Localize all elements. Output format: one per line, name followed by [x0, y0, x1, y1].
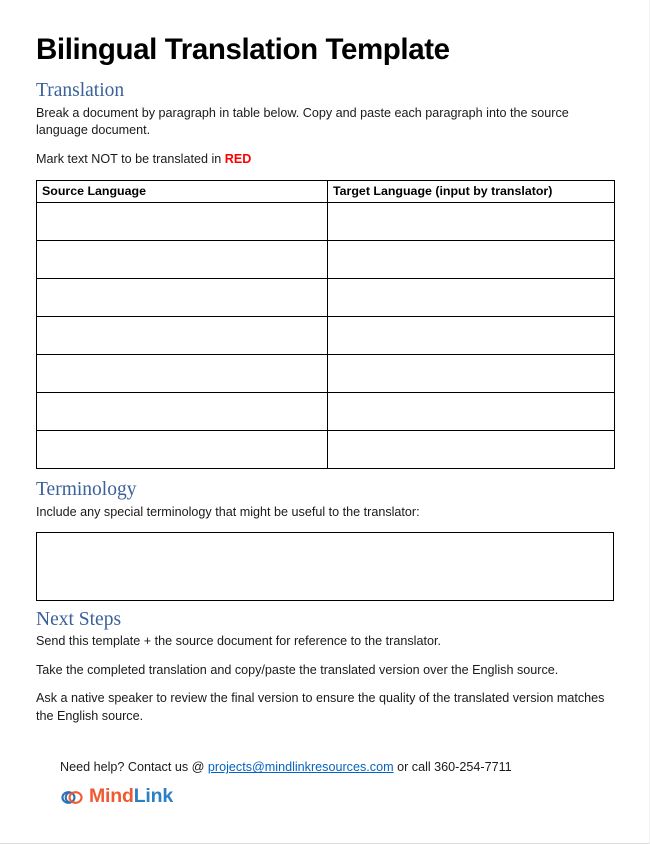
source-cell[interactable] [37, 355, 328, 393]
target-cell[interactable] [328, 241, 615, 279]
target-cell[interactable] [328, 393, 615, 431]
target-cell[interactable] [328, 279, 615, 317]
table-row [37, 241, 615, 279]
translation-intro-text: Break a document by paragraph in table below. Copy and paste each paragraph into the source language document. [36, 105, 569, 138]
source-cell[interactable] [37, 279, 328, 317]
table-row [37, 317, 615, 355]
logo-word-link: Link [133, 785, 173, 808]
target-cell[interactable] [328, 203, 615, 241]
red-note-emphasis: RED [224, 151, 252, 166]
contact-phone-text: 360-254-7711 [434, 760, 512, 775]
red-note-prefix: Mark text NOT to be translated in [36, 151, 225, 166]
table-row [37, 279, 615, 317]
table-header-row [37, 181, 615, 203]
target-cell[interactable] [328, 431, 615, 469]
terminology-instruction-text: Include any special terminology that might be useful to the translator: [36, 505, 420, 520]
logo-word-mind: Mind [89, 785, 134, 808]
column-header-source-language: Source Language [37, 181, 328, 203]
table-row [37, 431, 615, 469]
footer [36, 759, 613, 807]
source-cell[interactable] [37, 431, 328, 469]
next-step-item: Take the completed translation and copy/paste the translated version over the English source. [36, 662, 559, 677]
source-cell[interactable] [37, 241, 328, 279]
source-cell[interactable] [37, 203, 328, 241]
table-row [37, 393, 615, 431]
source-cell[interactable] [37, 317, 328, 355]
target-cell[interactable] [328, 317, 615, 355]
table-row [37, 355, 615, 393]
page-title: Bilingual Translation Template [36, 33, 450, 66]
logo-wordmark [89, 787, 173, 807]
next-step-item: Send this template + the source document for reference to the translator. [36, 634, 441, 649]
section-heading-terminology: Terminology [36, 479, 137, 501]
target-cell[interactable] [328, 355, 615, 393]
terminology-input[interactable] [36, 532, 614, 601]
table-row [37, 203, 615, 241]
contact-middle-text: or call [393, 760, 435, 775]
section-heading-translation: Translation [36, 79, 125, 101]
translation-table[interactable] [36, 180, 615, 469]
footer-contact-line [60, 759, 613, 776]
brand-logo [60, 787, 613, 807]
interlocking-rings-icon [60, 789, 84, 806]
contact-email-link[interactable]: projects@mindlinkresources.com [207, 760, 394, 775]
next-step-item: Ask a native speaker to review the final version to ensure the quality of the translated version matches the English source. [36, 691, 605, 723]
translation-red-note [36, 151, 613, 169]
contact-prefix-text: Need help? Contact us @ [60, 760, 208, 775]
section-heading-next-steps: Next Steps [36, 608, 122, 630]
source-cell[interactable] [37, 393, 328, 431]
column-header-target-language: Target Language (input by translator) [328, 181, 615, 203]
